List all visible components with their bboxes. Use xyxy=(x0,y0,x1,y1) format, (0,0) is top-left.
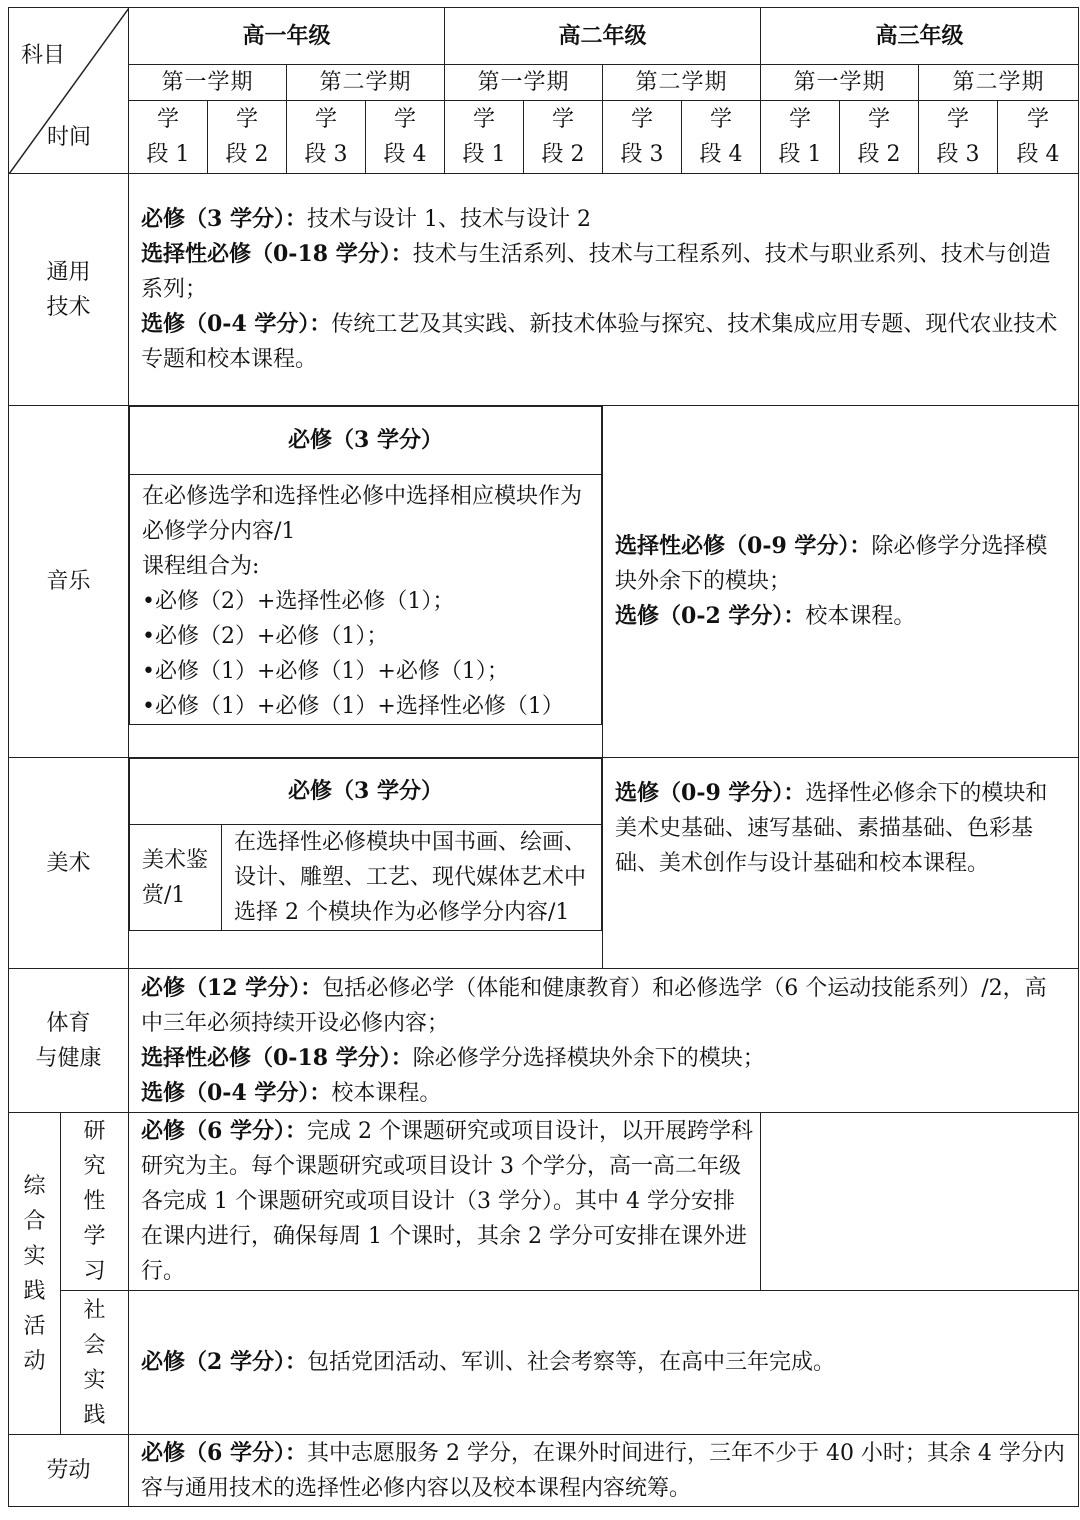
semester-header: 第一学期 xyxy=(445,65,603,101)
segment-header: 学 段 1 xyxy=(445,101,524,174)
segment-header: 学 段 2 xyxy=(208,101,287,174)
grade-header-3: 高三年级 xyxy=(761,8,1079,65)
semester-header: 第二学期 xyxy=(287,65,445,101)
course-credit-table xyxy=(8,7,1079,1507)
segment-header: 学 段 2 xyxy=(840,101,919,174)
semester-header: 第二学期 xyxy=(603,65,761,101)
pe-content: 必修（12 学分）：包括必修必学（体能和健康教育）和必修选学（6 个运动技能系列）/2，高中三年必须持续开设必修内容； 选择性必修（0-18 学分）：除必修学分选择模块外余下的模块； 选修（0-4 学分）：校本课程。 xyxy=(129,969,1079,1113)
labor-content: 必修（6 学分）：其中志愿服务 2 学分，在课外时间进行，三年不少于 40 小时；其余 4 学分内容与通用技术的选择性必修内容以及校本课程内容统筹。 xyxy=(129,1435,1079,1507)
semester-header: 第一学期 xyxy=(129,65,287,101)
corner-time-label: 时间 xyxy=(47,125,92,150)
subject-labor: 劳动 xyxy=(9,1435,129,1507)
segment-header: 学 段 4 xyxy=(682,101,761,174)
art-required-inner xyxy=(129,758,602,931)
grade-header-2: 高二年级 xyxy=(445,8,761,65)
segment-header: 学 段 1 xyxy=(129,101,208,174)
grade-header-1: 高一年级 xyxy=(129,8,445,65)
music-required-title: 必修（3 学分） xyxy=(130,407,602,475)
segment-header: 学 段 3 xyxy=(287,101,366,174)
corner-header-cell xyxy=(9,8,129,174)
art-required-cell xyxy=(129,758,603,969)
subject-art: 美术 xyxy=(9,758,129,969)
segment-header: 学 段 4 xyxy=(366,101,445,174)
tech-content: 必修（3 学分）：技术与设计 1、技术与设计 2 选择性必修（0-18 学分）：技术与生活系列、技术与工程系列、技术与职业系列、技术与创造系列； 选修（0-4 学分）：传统工艺及其实践、新技术体验与探究、技术集成应用专题、现代农业技术专题和校本课程。 xyxy=(129,174,1079,406)
art-appreciation: 美术鉴赏/1 xyxy=(130,825,222,931)
music-required-cell xyxy=(129,406,603,758)
music-elective-cell: 选择性必修（0-9 学分）：除必修学分选择模块外余下的模块； 选修（0-2 学分）：校本课程。 xyxy=(603,406,1079,758)
music-required-inner xyxy=(129,406,602,725)
subject-tech: 通用 技术 xyxy=(9,174,129,406)
subject-pe: 体育 与健康 xyxy=(9,969,129,1113)
subject-research-study: 研 究 性 学 习 xyxy=(61,1113,129,1291)
segment-header: 学 段 4 xyxy=(998,101,1079,174)
semester-header: 第一学期 xyxy=(761,65,919,101)
research-empty-cell xyxy=(761,1113,1079,1291)
segment-header: 学 段 2 xyxy=(524,101,603,174)
research-content: 必修（6 学分）：完成 2 个课题研究或项目设计，以开展跨学科研究为主。每个课题研究或项目设计 3 个学分，高一高二年级各完成 1 个课题研究或项目设计（3 学分）。其中 4 学分安排在课内进行，确保每周 1 个课时，其余 2 学分可安排在课外进行。 xyxy=(129,1113,761,1291)
segment-header: 学 段 3 xyxy=(603,101,682,174)
social-practice-content: 必修（2 学分）：包括党团活动、军训、社会考察等，在高中三年完成。 xyxy=(129,1291,1079,1435)
music-required-body: 在必修选学和选择性必修中选择相应模块作为必修学分内容/1 课程组合为: •必修（2）+选择性必修（1）； •必修（2）+必修（1）； •必修（1）+必修（1）+必修（1）； •必修（1）+必修（1）+选择性必修（1） xyxy=(130,475,602,725)
semester-header: 第二学期 xyxy=(919,65,1079,101)
art-module-text: 在选择性必修模块中国书画、绘画、设计、雕塑、工艺、现代媒体艺术中选择 2 个模块作为必修学分内容/1 xyxy=(222,825,602,931)
art-required-title: 必修（3 学分） xyxy=(130,759,602,825)
segment-header: 学 段 1 xyxy=(761,101,840,174)
subject-practice: 综 合 实 践 活 动 xyxy=(9,1113,61,1435)
corner-subject-label: 科目 xyxy=(21,43,66,68)
art-elective-cell: 选修（0-9 学分）：选择性必修余下的模块和美术史基础、速写基础、素描基础、色彩基础、美术创作与设计基础和校本课程。 xyxy=(603,758,1079,969)
segment-header: 学 段 3 xyxy=(919,101,998,174)
subject-music: 音乐 xyxy=(9,406,129,758)
subject-social-practice: 社 会 实 践 xyxy=(61,1291,129,1435)
